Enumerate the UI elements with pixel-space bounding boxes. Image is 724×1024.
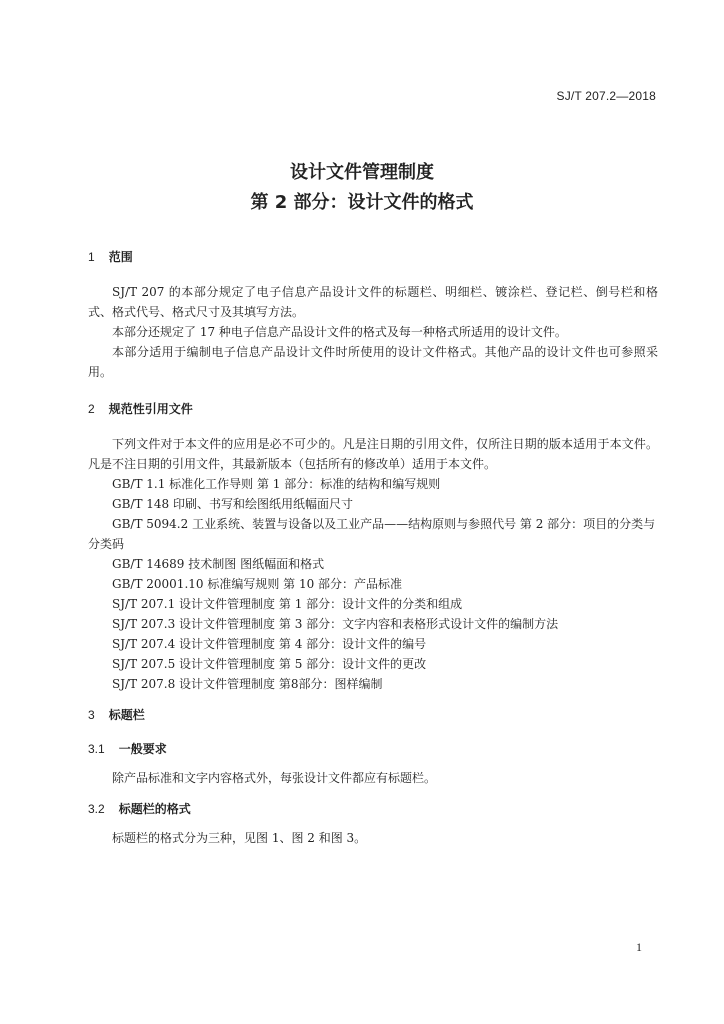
section-2-intro: 下列文件对于本文件的应用是必不可少的。凡是注日期的引用文件，仅所注日期的版本适用于本文件。凡是不注日期的引用文件，其最新版本（包括所有的修改单）适用于本文件。 [88,437,658,471]
section-title: 规范性引用文件 [108,402,193,416]
subsection-3-2-heading [88,800,191,817]
section-1-paragraph-1: SJ/T 207 的本部分规定了电子信息产品设计文件的标题栏、明细栏、镀涂栏、登记栏、倒号栏和格式、格式代号、格式尺寸及其填写方法。 [88,285,658,319]
section-title: 范围 [108,250,133,264]
subsection-title: 标题栏的格式 [118,802,191,816]
section-1-paragraph-3: 本部分适用于编制电子信息产品设计文件时所使用的设计文件格式。其他产品的设计文件也可参照采用。 [88,345,658,379]
reference-item: GB/T 14689 技术制图 图纸幅面和格式 [112,557,325,571]
section-number: 2 [88,402,95,416]
reference-item: SJ/T 207.5 设计文件管理制度 第 5 部分：设计文件的更改 [112,657,427,671]
section-title: 标题栏 [108,708,145,722]
document-title: 设计文件管理制度 [290,162,434,183]
section-2-heading [88,400,193,417]
reference-item: SJ/T 207.8 设计文件管理制度 第8部分：图样编制 [112,677,383,691]
reference-item: SJ/T 207.3 设计文件管理制度 第 3 部分：文字内容和表格形式设计文件的编制方法 [112,617,559,631]
standard-code: SJ/T 207.2—2018 [556,89,656,103]
reference-item: SJ/T 207.1 设计文件管理制度 第 1 部分：设计文件的分类和组成 [112,597,463,611]
section-number: 1 [88,250,95,264]
section-1-heading [88,248,133,265]
subsection-3-1-heading [88,740,167,757]
document-subtitle: 第 2 部分：设计文件的格式 [250,192,474,213]
subsection-3-2-text: 标题栏的格式分为三种，见图 1、图 2 和图 3。 [112,831,367,845]
section-number: 3 [88,708,95,722]
reference-item: GB/T 5094.2 工业系统、装置与设备以及工业产品——结构原则与参照代号 第 2 部分：项目的分类与分类码 [88,517,656,551]
reference-item: SJ/T 207.4 设计文件管理制度 第 4 部分：设计文件的编号 [112,637,427,651]
subsection-number: 3.1 [88,742,105,756]
reference-item: GB/T 20001.10 标准编写规则 第 10 部分：产品标准 [112,577,403,591]
subsection-title: 一般要求 [118,742,167,756]
section-1-paragraph-2: 本部分还规定了 17 种电子信息产品设计文件的格式及每一种格式所适用的设计文件。 [112,325,567,339]
reference-item: GB/T 148 印刷、书写和绘图纸用纸幅面尺寸 [112,497,353,511]
subsection-number: 3.2 [88,802,105,816]
reference-item: GB/T 1.1 标准化工作导则 第 1 部分：标准的结构和编写规则 [112,477,441,491]
subsection-3-1-text: 除产品标准和文字内容格式外，每张设计文件都应有标题栏。 [112,771,437,785]
page-number: 1 [636,940,642,954]
section-3-heading [88,706,145,723]
